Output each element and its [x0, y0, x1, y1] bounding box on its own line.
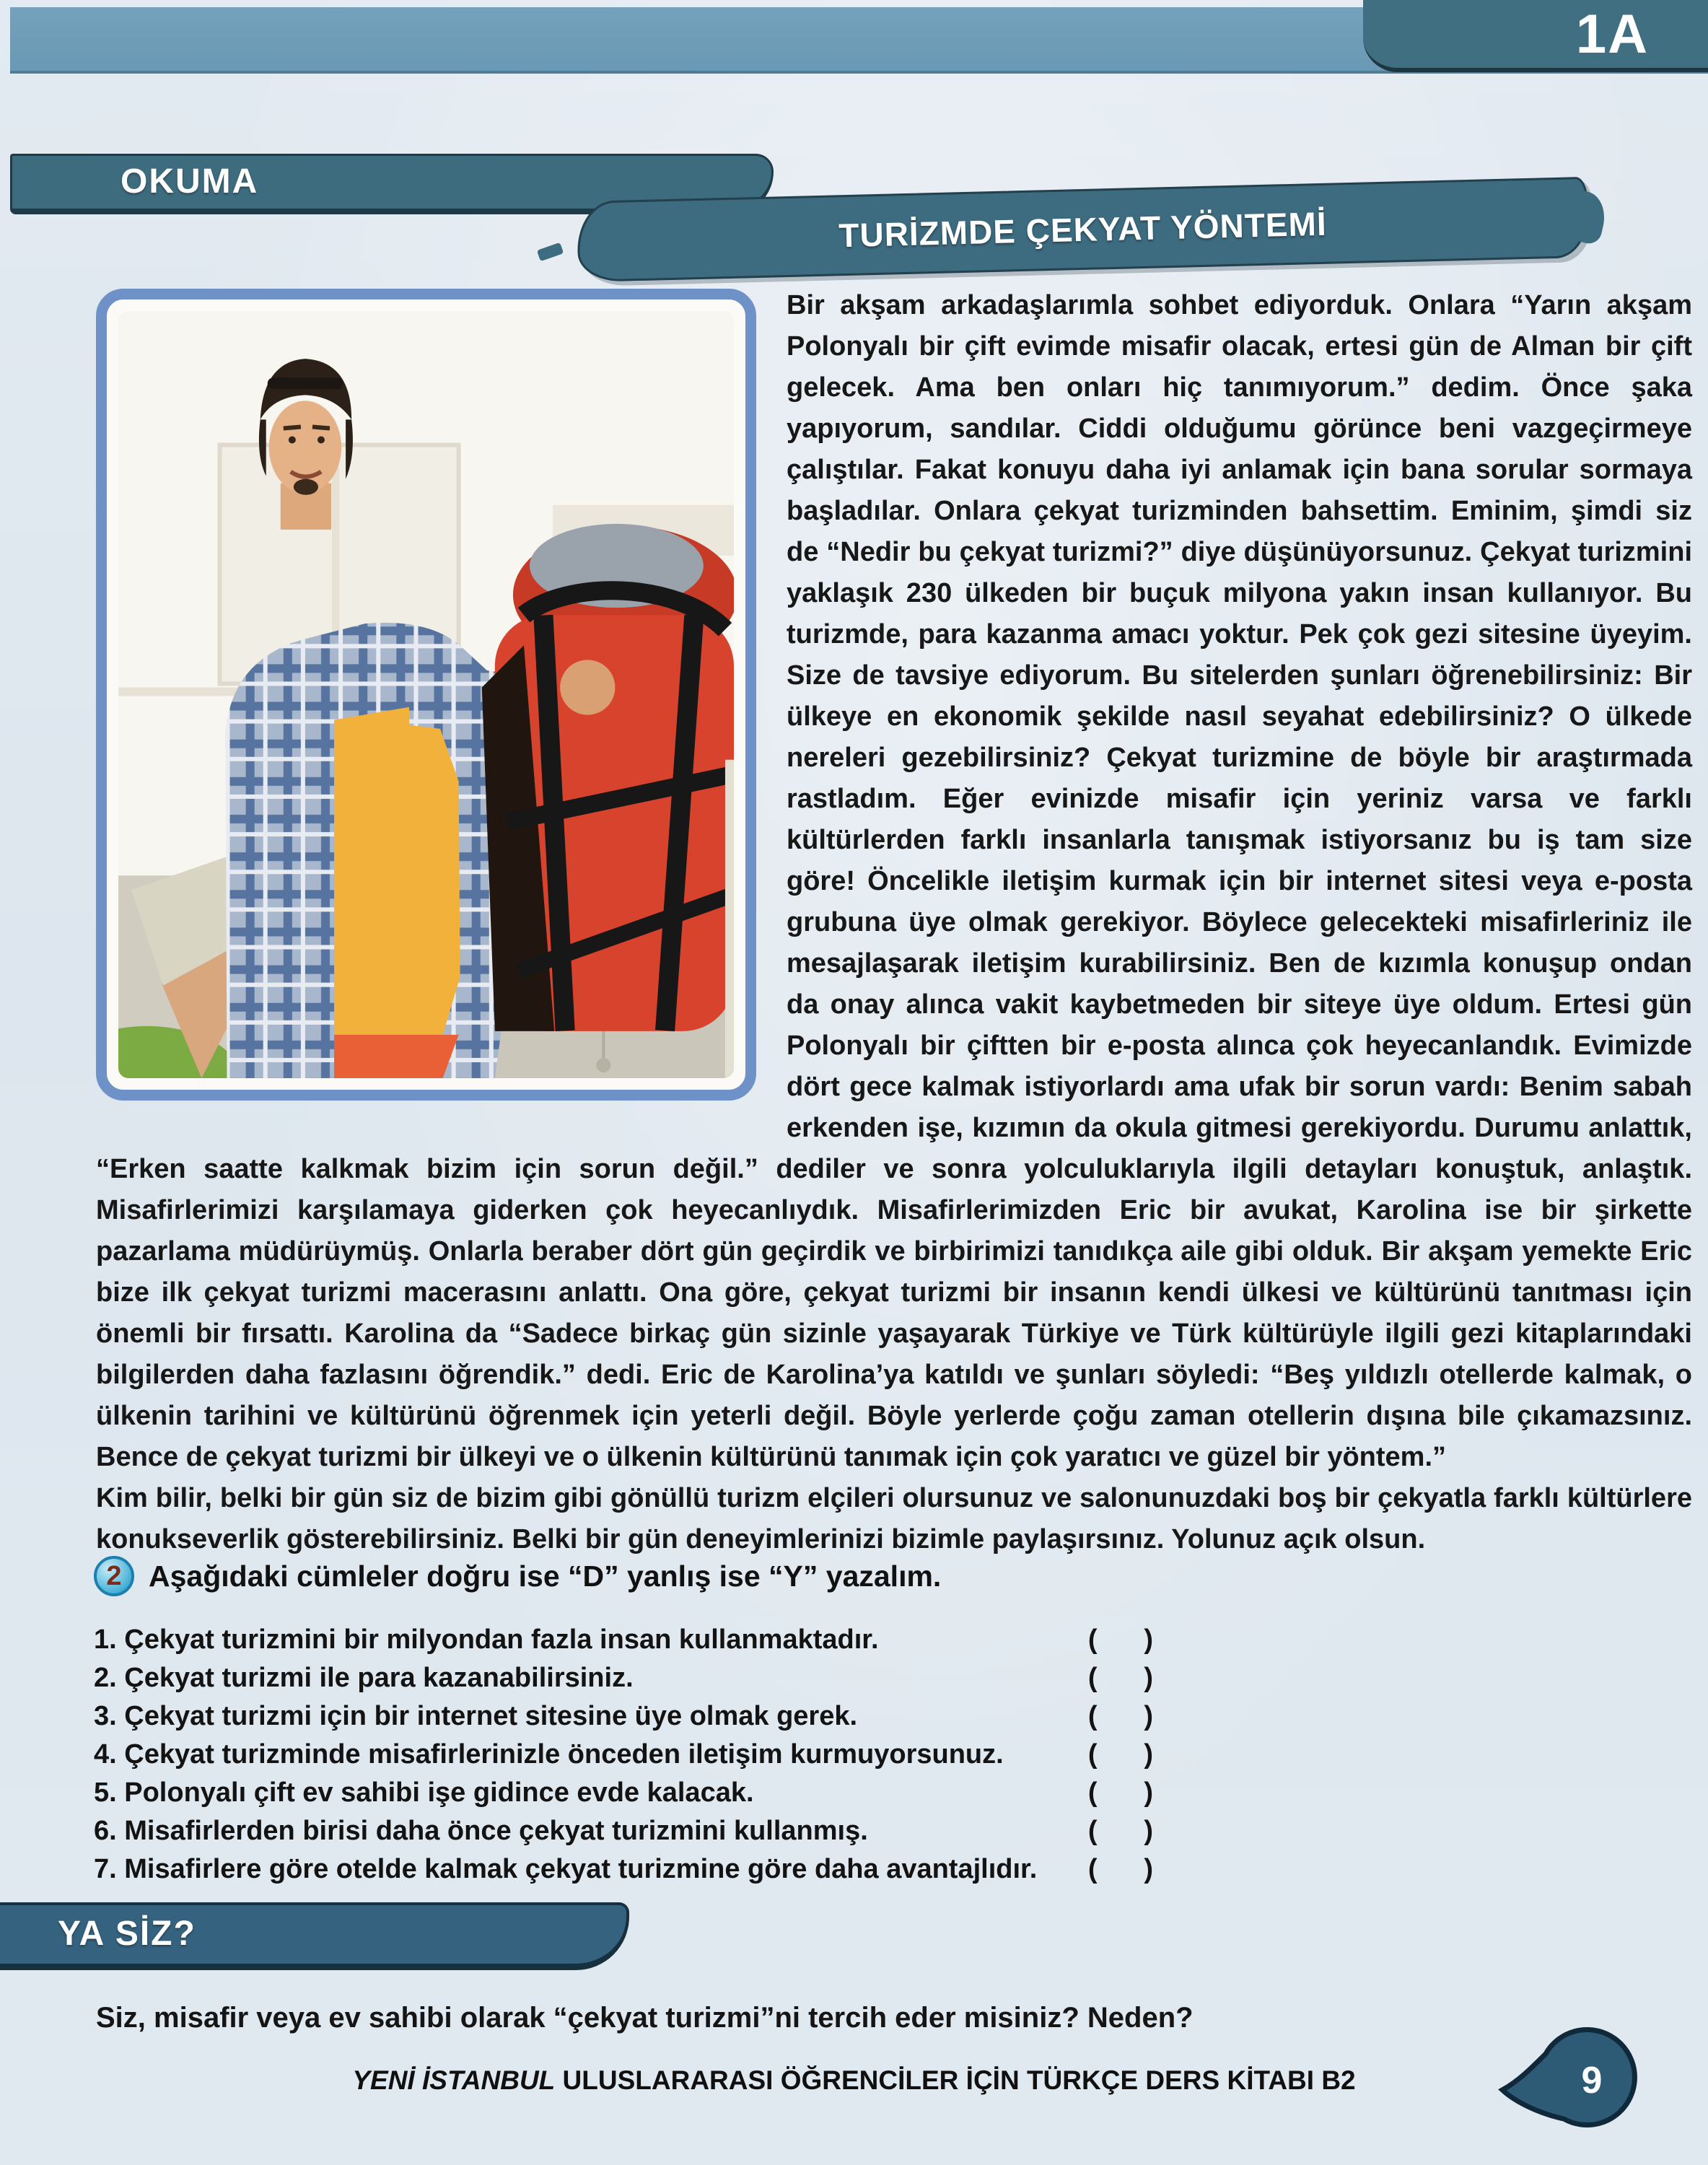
exercise-item-1	[94, 1621, 1155, 1659]
answer-blank-7[interactable]: ( )	[1087, 1854, 1155, 1884]
exercise-item-2	[94, 1659, 1155, 1697]
exercise-item-text: 7. Misafirlere göre otelde kalmak çekyat turizmine göre daha avantajlıdır.	[94, 1854, 1038, 1884]
answer-blank-5[interactable]: ( )	[1087, 1777, 1155, 1808]
exercise-item-text: 6. Misafirlerden birisi daha önce çekyat turizmini kullanmış.	[94, 1816, 868, 1846]
answer-blank-6[interactable]: ( )	[1087, 1816, 1155, 1846]
exercise-item-text: 2. Çekyat turizmi ile para kazanabilirsiniz.	[94, 1663, 634, 1693]
okuma-label: OKUMA	[121, 162, 259, 201]
exercise-item-text: 1. Çekyat turizmini bir milyondan fazla insan kullanmaktadır.	[94, 1624, 879, 1655]
exercise-true-false	[94, 1556, 1238, 1889]
exercise-item-6	[94, 1812, 1155, 1850]
exercise-item-text: 5. Polonyalı çift ev sahibi işe gidince evde kalacak.	[94, 1777, 754, 1808]
exercise-item-5	[94, 1774, 1155, 1812]
page-badge-shape	[1495, 2026, 1647, 2135]
exercise-number-icon: 2	[94, 1556, 134, 1596]
ya-siz-question: Siz, misafir veya ev sahibi olarak “çekyat turizmi”ni tercih eder misiniz? Neden?	[96, 2002, 1194, 2034]
exercise-item-7	[94, 1850, 1155, 1889]
footer-book-title: YENİ İSTANBUL	[352, 2065, 556, 2095]
answer-blank-4[interactable]: ( )	[1087, 1739, 1155, 1770]
reading-paragraph-1: Bir akşam arkadaşlarımla sohbet ediyorduk. Onlara “Yarın akşam Polonyalı bir çift evimde misafir olacak, ertesi gün de Alman bir çift gelecek. Ama ben onları hiç tanımıyorum.” dedim. Önce şaka yapıyorum, sandılar. Ciddi olduğumu görünce beni vazgeçirmeye çalıştılar. Fakat konuyu daha iyi anlamak için bana sorular sormaya başladılar. Onlara çekyat turizminden bahsettim. Eminim, şimdi siz de “Nedir bu çekyat turizmi?” diye düşünüyorsunuz. Çekyat turizmini yaklaşık 230 ülkeden bir buçuk milyona yakın insan kullanıyor. Bu turizmde, para kazanma amacı yoktur. Pek çok gezi sitesine üyeyim. Size de tavsiye ediyorum. Bu sitelerden şunları öğrenebilirsiniz: Bir ülkeye en ekonomik şekilde nasıl seyahat edebilirsiniz? O ülkede nereleri gezebilirsiniz? Çekyat turizmine de böyle bir araştırmada rastladım. Eğer evinizde misafir için yeriniz varsa ve farklı kültürlerden farklı insanlarla tanışmak istiyorsanız bu iş tam size göre! Öncelikle iletişim kurmak için bir internet sitesi veya e-posta grubuna üye olmak gerekiyor. Böylece gelecekteki misafirleriniz ile mesajlaşarak iletişim kurabilirsiniz. Ben de kızımla konuşup ondan da onay alınca vakit kaybetmeden bir siteye üye oldum. Ertesi gün Polonyalı bir çiftten bir e-posta alınca çok heyecanlandık. Evimizde dört gece kalmak istiyorlardı ama ufak bir sorun vardı: Benim sabah erkenden işe, kızımın da okula gitmesi gerekiyordu. Durumu anlattık, “Erken saatte kalkmak bizim için sorun değil.” dediler ve sonra yolculuklarıyla ilgili detayları konuştuk, anlaştık. Misafirlerimizi karşılamaya giderken çok heyecanlıydık. Misafirlerimizden Eric bir avukat, Karolina ise bir şirkette pazarlama müdürüymüş. Onlarla beraber dört gün geçirdik ve birbirimizi tanıdıkça aile gibi olduk. Bir akşam yemekte Eric bize ilk çekyat turizmi macerasını anlattı. Ona göre, çekyat turizmi bir insanın kendi ülkesi ve kültürünü tanıtması için önemli bir fırsattı. Karolina da “Sadece birkaç gün sizinle yaşayarak Türkiye ve Türk kültürüyle ilgili gezi kitaplarındaki bilgilerden daha fazlasını öğrendik.” dedi. Eric de Karolina’ya katıldı ve şunları söyledi: “Beş yıldızlı otellerde kalmak, o ülkenin tarihini ve kültürünü öğrenmek için yeterli değil. Böyle yerlerde çoğu zaman otellerin dışına bile çıkamazsınız. Bence de çekyat turizmi bir ülkeyi ve o ülkenin kültürünü tanımak için çok yaratıcı ve güzel bir yöntem.”	[96, 290, 1692, 1472]
reading-title: TURİZMDE ÇEKYAT YÖNTEMİ	[838, 204, 1328, 255]
footer-subtitle: ULUSLARARASI ÖĞRENCİLER İÇİN TÜRKÇE DERS KİTABI B2	[555, 2065, 1356, 2095]
exercise-heading	[94, 1556, 1238, 1596]
reading-photo	[96, 289, 756, 1101]
reading-passage	[96, 285, 1692, 1560]
answer-blank-2[interactable]: ( )	[1087, 1663, 1155, 1693]
answer-blank-3[interactable]: ( )	[1087, 1701, 1155, 1731]
man-with-backpack-illustration	[118, 311, 734, 1078]
exercise-instruction: Aşağıdaki cümleler doğru ise “D” yanlış ise “Y” yazalım.	[149, 1559, 942, 1593]
unit-tab-label: 1A	[1575, 3, 1649, 65]
unit-tab	[1363, 0, 1708, 72]
footer	[0, 2065, 1708, 2096]
exercise-item-text: 4. Çekyat turizminde misafirlerinizle önceden iletişim kurmuyorsunuz.	[94, 1739, 1004, 1770]
exercise-item-4	[94, 1736, 1155, 1774]
exercise-item-text: 3. Çekyat turizmi için bir internet sitesine üye olmak gerek.	[94, 1701, 858, 1731]
page-number-badge	[1495, 2026, 1654, 2142]
reading-paragraph-2: Kim bilir, belki bir gün siz de bizim gibi gönüllü turizm elçileri olursunuz ve salonunuzdaki boş bir çekyatla farklı kültürlere konukseverlik gösterebilirsiniz. Belki bir gün deneyimlerinizi bizimle paylaşırsınız. Yolunuz açık olsun.	[96, 1483, 1692, 1554]
page-number: 9	[1581, 2060, 1603, 2101]
ya-siz-label: YA SİZ?	[58, 1915, 196, 1953]
exercise-item-3	[94, 1697, 1155, 1736]
section-banner-ya-siz	[0, 1902, 629, 1970]
answer-blank-1[interactable]: ( )	[1087, 1624, 1155, 1655]
